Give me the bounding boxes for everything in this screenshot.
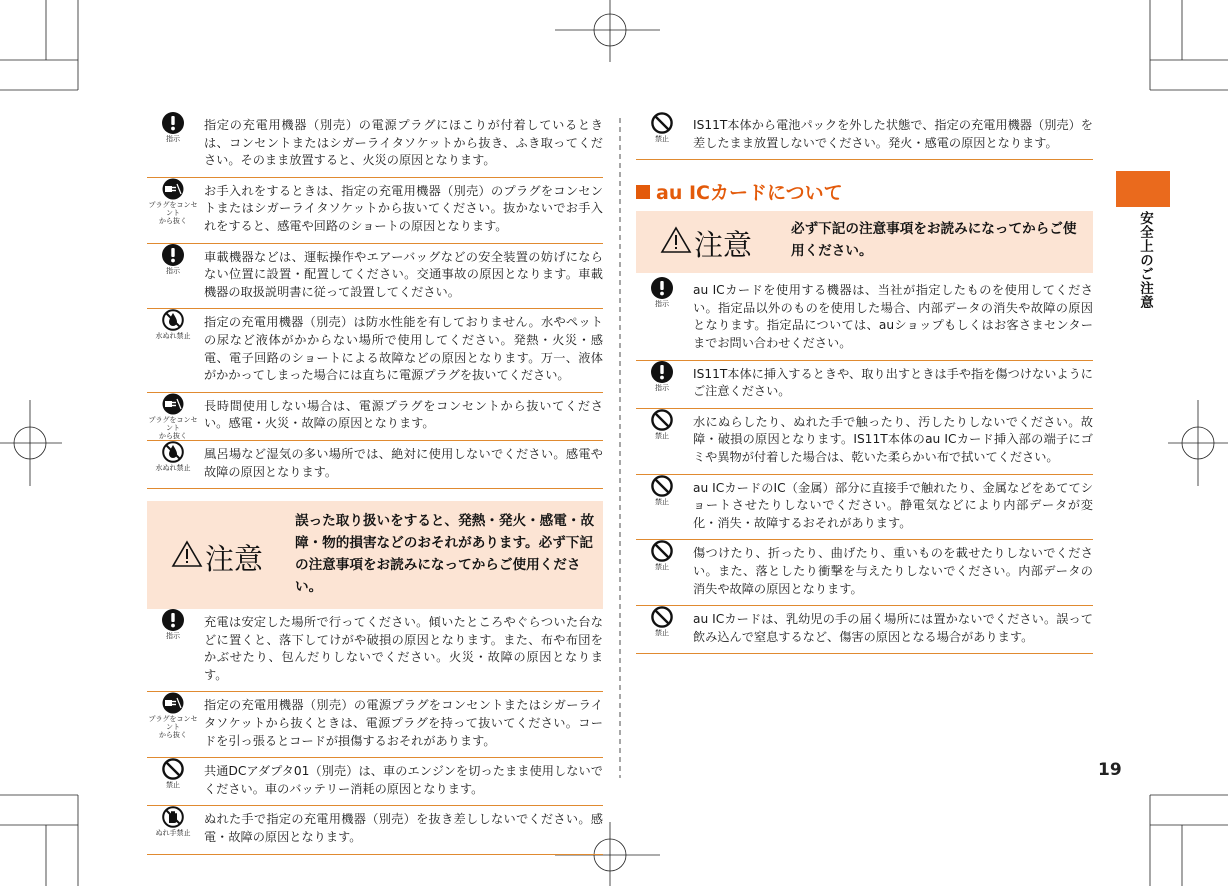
icon-caption: 禁止 bbox=[655, 431, 669, 440]
warning-item bbox=[147, 806, 603, 854]
warning-item bbox=[147, 178, 603, 244]
prohibited-icon bbox=[636, 112, 688, 143]
icon-caption: 禁止 bbox=[655, 629, 669, 638]
warning-text: 車載機器などは、運転操作やエアーバッグなどの安全装置の妨げにならない位置に設置・配置してください。交通事故の原因となります。車載機器の取扱説明書に従って設置してください。 bbox=[204, 249, 603, 299]
warning-item bbox=[147, 393, 603, 441]
section-tab-marker bbox=[1116, 171, 1170, 207]
icon-caption: 指示 bbox=[166, 135, 180, 143]
caution-box bbox=[636, 211, 1093, 273]
unplug-icon bbox=[147, 178, 199, 225]
section-heading-text: au ICカードについて bbox=[656, 182, 843, 205]
warning-text: 長時間使用しない場合は、電源プラグをコンセントから抜いてください。感電・火災・故障の原因となります。 bbox=[204, 398, 603, 431]
mandatory-icon bbox=[147, 244, 199, 275]
warning-item bbox=[636, 409, 1093, 475]
warning-item bbox=[147, 758, 603, 806]
caution-box bbox=[147, 501, 603, 609]
warning-text: IS11T本体に挿入するときや、取り出すときは手や指を傷つけないようにご注意ください。 bbox=[693, 366, 1093, 399]
icon-caption: 水ぬれ禁止 bbox=[155, 463, 191, 472]
right-warning-list-2 bbox=[636, 277, 1093, 654]
warning-text: 指定の充電用機器（別売）の電源プラグをコンセントまたはシガーライタソケットから抜くときは、電源プラグを持って抜いてください。コードを引っ張るとコードが損傷するおそれがあります。 bbox=[204, 698, 603, 748]
warning-text: 指定の充電用機器（別売）の電源プラグにほこりが付着しているときは、コンセントまたはシガーライタソケットから抜き、ふき取ってください。そのまま放置すると、火災の原因となります。 bbox=[204, 118, 603, 168]
icon-caption: 禁止 bbox=[166, 781, 180, 790]
warning-text: お手入れをするときは、指定の充電用機器（別売）のプラグをコンセントまたはシガーライタソケットから抜いてください。抜かないでお手入れをすると、感電や回路のショートの原因となります。 bbox=[204, 183, 603, 233]
caution-icon bbox=[660, 226, 692, 261]
icon-caption: ぬれ手禁止 bbox=[155, 829, 191, 838]
warning-item bbox=[147, 244, 603, 310]
icon-caption: プラグをコンセント から抜く bbox=[148, 415, 198, 440]
warning-text: 指定の充電用機器（別売）は防水性能を有しておりません。水やペットの尿など液体がかからない場所で使用してください。発熱・火災・感電、電子回路のショートによる故障などの原因となります。万一、液体がかかってしまった場合には直ちに電源プラグを抜いてください。 bbox=[204, 315, 603, 383]
unplug-icon bbox=[147, 393, 199, 440]
warning-item bbox=[147, 609, 603, 692]
prohibited-icon bbox=[636, 475, 688, 506]
icon-caption: プラグをコンセント から抜く bbox=[148, 200, 198, 225]
icon-caption: 指示 bbox=[655, 300, 669, 309]
icon-caption: 禁止 bbox=[655, 563, 669, 572]
caution-text: 誤った取り扱いをすると、発熱・発火・感電・故障・物的損害などのおそれがあります。必ず下記の注意事項をお読みになってからご使用ください。 bbox=[295, 513, 595, 596]
warning-item bbox=[636, 277, 1093, 360]
prohibited-icon bbox=[636, 540, 688, 571]
mandatory-icon bbox=[147, 112, 199, 143]
icon-caption: 禁止 bbox=[655, 497, 669, 506]
warning-text: au ICカードは、乳幼児の手の届く場所には置かないでください。誤って飲み込んで窒息するなど、傷害の原因となる場合があります。 bbox=[693, 612, 1093, 644]
right-warning-list bbox=[636, 112, 1093, 160]
warning-text: 傷つけたり、折ったり、曲げたり、重いものを載せたりしないでください。また、落としたり衝撃を与えたりしないでください。内部データの消失や故障の原因となります。 bbox=[693, 546, 1093, 596]
mandatory-icon bbox=[636, 277, 688, 308]
left-warning-list bbox=[147, 112, 603, 489]
warning-item bbox=[636, 606, 1093, 654]
icon-caption: 禁止 bbox=[655, 135, 669, 143]
unplug-icon bbox=[147, 692, 199, 739]
left-warning-list-2 bbox=[147, 609, 603, 855]
icon-caption: プラグをコンセント から抜く bbox=[148, 715, 198, 740]
warning-item bbox=[636, 540, 1093, 606]
warning-item bbox=[636, 361, 1093, 409]
warning-text: 充電は安定した場所で行ってください。傾いたところやぐらついた台などに置くと、落下してけがや破損の原因となります。また、布や布団をかぶせたり、包んだりしないでください。火災・故障の原因となります。 bbox=[204, 615, 603, 682]
warning-text: au ICカードを使用する機器は、当社が指定したものを使用してください。指定品以外のものを使用した場合、内部データの消失や故障の原因となります。指定品については、auショップもしくはお客さまセンターまでお問い合わせください。 bbox=[693, 283, 1093, 350]
mandatory-icon bbox=[636, 361, 688, 392]
section-heading bbox=[636, 178, 1093, 205]
warning-item bbox=[147, 309, 603, 392]
caution-label: 注意 bbox=[658, 223, 752, 264]
prohibited-icon bbox=[636, 409, 688, 440]
warning-text: 共通DCアダプタ01（別売）は、車のエンジンを切ったまま使用しないでください。車のバッテリー消耗の原因となります。 bbox=[204, 764, 603, 796]
no-water-icon bbox=[147, 441, 199, 472]
right-column bbox=[636, 112, 1093, 654]
page-number: 19 bbox=[1098, 760, 1122, 780]
mandatory-icon bbox=[147, 609, 199, 640]
warning-item bbox=[147, 692, 603, 758]
warning-item bbox=[147, 441, 603, 489]
caution-text: 必ず下記の注意事項をお読みになってからご使用ください。 bbox=[791, 221, 1077, 260]
warning-item bbox=[636, 475, 1093, 541]
left-column bbox=[147, 112, 603, 855]
warning-text: 風呂場など湿気の多い場所では、絶対に使用しないでください。感電や故障の原因となります。 bbox=[204, 446, 603, 479]
no-wet-hands-icon bbox=[147, 806, 199, 837]
icon-caption: 指示 bbox=[655, 383, 669, 392]
prohibited-icon bbox=[636, 606, 688, 637]
caution-label: 注意 bbox=[169, 537, 263, 578]
section-tab-label: 安全上のご注意 bbox=[1137, 211, 1153, 309]
warning-item bbox=[636, 112, 1093, 160]
warning-text: IS11T本体から電池パックを外した状態で、指定の充電用機器（別売）を差したまま放置しないでください。発火・感電の原因となります。 bbox=[693, 118, 1093, 150]
warning-text: ぬれた手で指定の充電用機器（別売）を抜き差ししないでください。感電・故障の原因となります。 bbox=[204, 812, 603, 845]
icon-caption: 指示 bbox=[166, 632, 180, 641]
prohibited-icon bbox=[147, 758, 199, 789]
icon-caption: 水ぬれ禁止 bbox=[155, 332, 191, 341]
warning-text: au ICカードのIC（金属）部分に直接手で触れたり、金属などをあててショートさせたりしないでください。静電気などにより内部データが変化・消失・故障するおそれがあります。 bbox=[693, 480, 1093, 530]
no-water-icon bbox=[147, 309, 199, 340]
caution-icon bbox=[171, 540, 203, 575]
warning-text: 水にぬらしたり、ぬれた手で触ったり、汚したりしないでください。故障・破損の原因となります。IS11T本体のau ICカード挿入部の端子にゴミや異物が付着した場合は、乾いた柔らかい布で拭いてください。 bbox=[693, 414, 1093, 464]
heading-square-icon bbox=[636, 185, 650, 199]
icon-caption: 指示 bbox=[166, 266, 180, 275]
warning-item bbox=[147, 112, 603, 178]
